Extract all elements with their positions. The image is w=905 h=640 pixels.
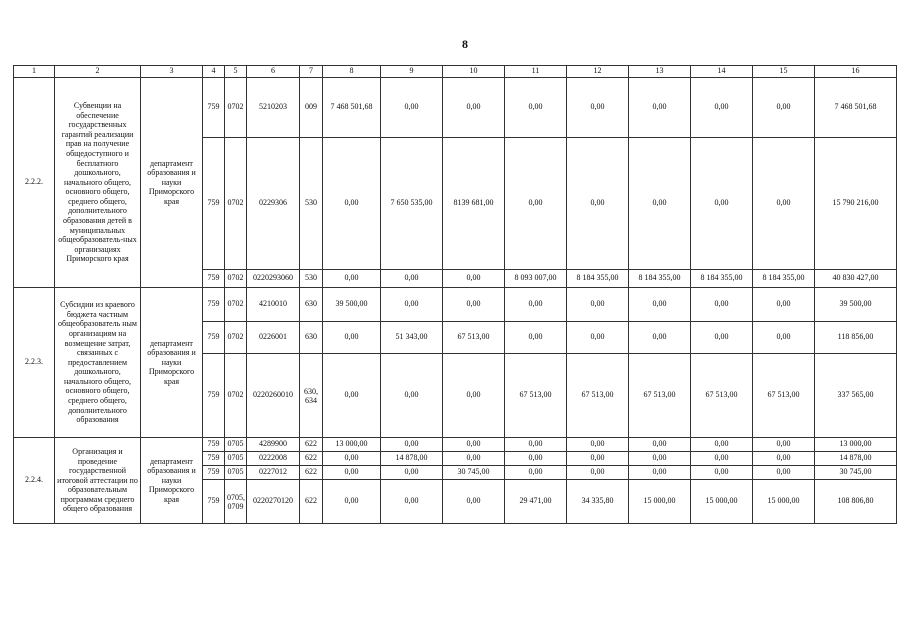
admin-code-cell: 759	[203, 322, 225, 354]
amount-cell: 0,00	[323, 452, 381, 466]
amount-cell: 8 093 007,00	[505, 270, 567, 288]
amount-cell: 15 000,00	[629, 480, 691, 524]
amount-cell: 8139 681,00	[443, 138, 505, 270]
amount-cell: 15 000,00	[691, 480, 753, 524]
target-code-cell: 4289900	[247, 438, 300, 452]
amount-cell: 8 184 355,00	[567, 270, 629, 288]
table-body	[14, 66, 897, 524]
column-number-cell: 8	[323, 66, 381, 78]
expense-type-cell: 009	[300, 78, 323, 138]
section-code-cell: 0702	[225, 354, 247, 438]
admin-code-cell: 759	[203, 138, 225, 270]
section-code: 2.2.2.	[14, 78, 55, 288]
total-cell: 39 500,00	[815, 288, 897, 322]
amount-cell: 51 343,00	[381, 322, 443, 354]
target-code-cell: 0226001	[247, 322, 300, 354]
amount-cell: 8 184 355,00	[753, 270, 815, 288]
section-code-cell: 0705, 0709	[225, 480, 247, 524]
amount-cell: 0,00	[381, 354, 443, 438]
section-description: Организация и проведение государственной итоговой аттестации по образовательным программам среднего общего образования	[55, 438, 141, 524]
amount-cell: 30 745,00	[443, 466, 505, 480]
amount-cell: 67 513,00	[629, 354, 691, 438]
amount-cell: 67 513,00	[443, 322, 505, 354]
section-code-cell: 0702	[225, 322, 247, 354]
amount-cell: 0,00	[505, 138, 567, 270]
amount-cell: 0,00	[443, 288, 505, 322]
column-number-cell: 6	[247, 66, 300, 78]
amount-cell: 0,00	[443, 438, 505, 452]
target-code-cell: 4210010	[247, 288, 300, 322]
amount-cell: 0,00	[505, 288, 567, 322]
target-code-cell: 5210203	[247, 78, 300, 138]
amount-cell: 0,00	[629, 78, 691, 138]
amount-cell: 0,00	[753, 322, 815, 354]
target-code-cell: 0220270120	[247, 480, 300, 524]
amount-cell: 0,00	[505, 452, 567, 466]
expense-type-cell: 622	[300, 452, 323, 466]
amount-cell: 0,00	[443, 78, 505, 138]
section-code-cell: 0702	[225, 138, 247, 270]
admin-code-cell: 759	[203, 288, 225, 322]
section-code-cell: 0702	[225, 78, 247, 138]
target-code-cell: 0220260010	[247, 354, 300, 438]
amount-cell: 13 000,00	[323, 438, 381, 452]
expense-type-cell: 630, 634	[300, 354, 323, 438]
section-department: департамент образования и науки Приморского края	[141, 288, 203, 438]
amount-cell: 0,00	[691, 466, 753, 480]
amount-cell: 0,00	[505, 466, 567, 480]
column-number-row	[14, 66, 897, 78]
column-number-cell: 4	[203, 66, 225, 78]
amount-cell: 0,00	[323, 322, 381, 354]
admin-code-cell: 759	[203, 480, 225, 524]
section-code: 2.2.4.	[14, 438, 55, 524]
section-code-cell: 0702	[225, 288, 247, 322]
amount-cell: 0,00	[381, 438, 443, 452]
total-cell: 15 790 216,00	[815, 138, 897, 270]
admin-code-cell: 759	[203, 270, 225, 288]
section-description: Субвенции на обеспечение государственных гарантий реализации прав на получение общедоступного и бесплатного дошкольного, начального общего, основного общего, среднего общего, дополнительного образования детей в муниципальных общеобразователь-ных организациях Приморского края	[55, 78, 141, 288]
amount-cell: 67 513,00	[753, 354, 815, 438]
amount-cell: 0,00	[567, 322, 629, 354]
amount-cell: 39 500,00	[323, 288, 381, 322]
total-cell: 108 806,80	[815, 480, 897, 524]
column-number-cell: 2	[55, 66, 141, 78]
amount-cell: 0,00	[629, 452, 691, 466]
amount-cell: 0,00	[443, 354, 505, 438]
amount-cell: 0,00	[691, 322, 753, 354]
admin-code-cell: 759	[203, 466, 225, 480]
amount-cell: 0,00	[381, 288, 443, 322]
amount-cell: 0,00	[381, 480, 443, 524]
amount-cell: 34 335,80	[567, 480, 629, 524]
column-number-cell: 10	[443, 66, 505, 78]
column-number-cell: 7	[300, 66, 323, 78]
section-department: департамент образования и науки Приморского края	[141, 78, 203, 288]
total-cell: 40 830 427,00	[815, 270, 897, 288]
admin-code-cell: 759	[203, 78, 225, 138]
target-code-cell: 0222008	[247, 452, 300, 466]
amount-cell: 0,00	[567, 466, 629, 480]
amount-cell: 0,00	[567, 288, 629, 322]
amount-cell: 8 184 355,00	[629, 270, 691, 288]
amount-cell: 8 184 355,00	[691, 270, 753, 288]
amount-cell: 0,00	[505, 438, 567, 452]
column-number-cell: 15	[753, 66, 815, 78]
expense-type-cell: 622	[300, 466, 323, 480]
expense-type-cell: 630	[300, 322, 323, 354]
column-number-cell: 13	[629, 66, 691, 78]
total-cell: 337 565,00	[815, 354, 897, 438]
column-number-cell: 9	[381, 66, 443, 78]
table-row	[14, 288, 897, 322]
amount-cell: 0,00	[629, 288, 691, 322]
amount-cell: 0,00	[753, 452, 815, 466]
column-number-cell: 3	[141, 66, 203, 78]
amount-cell: 0,00	[381, 78, 443, 138]
table-row	[14, 438, 897, 452]
amount-cell: 29 471,00	[505, 480, 567, 524]
target-code-cell: 0229306	[247, 138, 300, 270]
amount-cell: 0,00	[567, 452, 629, 466]
amount-cell: 0,00	[691, 78, 753, 138]
page-number: 8	[462, 37, 468, 51]
section-department: департамент образования и науки Приморского края	[141, 438, 203, 524]
target-code-cell: 0220293060	[247, 270, 300, 288]
amount-cell: 67 513,00	[567, 354, 629, 438]
total-cell: 13 000,00	[815, 438, 897, 452]
amount-cell: 0,00	[629, 438, 691, 452]
amount-cell: 0,00	[691, 438, 753, 452]
amount-cell: 0,00	[629, 322, 691, 354]
amount-cell: 0,00	[691, 288, 753, 322]
amount-cell: 14 878,00	[381, 452, 443, 466]
amount-cell: 0,00	[629, 138, 691, 270]
amount-cell: 0,00	[443, 452, 505, 466]
total-cell: 14 878,00	[815, 452, 897, 466]
expense-type-cell: 530	[300, 138, 323, 270]
column-number-cell: 12	[567, 66, 629, 78]
expense-type-cell: 622	[300, 480, 323, 524]
amount-cell: 0,00	[505, 322, 567, 354]
amount-cell: 0,00	[567, 438, 629, 452]
amount-cell: 0,00	[753, 438, 815, 452]
section-description: Субсидии из краевого бюджета частным общеобразователь ным организациям на возмещение затрат, связанных с предоставлением дошкольного, начального общего, основного общего, среднего общего, дополнительного образования	[55, 288, 141, 438]
expense-type-cell: 530	[300, 270, 323, 288]
amount-cell: 0,00	[753, 288, 815, 322]
section-code-cell: 0705	[225, 466, 247, 480]
amount-cell: 0,00	[323, 270, 381, 288]
amount-cell: 7 650 535,00	[381, 138, 443, 270]
column-number-cell: 11	[505, 66, 567, 78]
total-cell: 118 856,00	[815, 322, 897, 354]
amount-cell: 7 468 501,68	[323, 78, 381, 138]
expense-type-cell: 630	[300, 288, 323, 322]
column-number-cell: 14	[691, 66, 753, 78]
amount-cell: 15 000,00	[753, 480, 815, 524]
amount-cell: 67 513,00	[505, 354, 567, 438]
amount-cell: 0,00	[443, 480, 505, 524]
table-row	[14, 78, 897, 138]
section-code: 2.2.3.	[14, 288, 55, 438]
amount-cell: 0,00	[505, 78, 567, 138]
budget-table	[13, 65, 897, 524]
amount-cell: 0,00	[753, 138, 815, 270]
expense-type-cell: 622	[300, 438, 323, 452]
amount-cell: 0,00	[691, 452, 753, 466]
amount-cell: 0,00	[443, 270, 505, 288]
amount-cell: 0,00	[567, 78, 629, 138]
amount-cell: 0,00	[629, 466, 691, 480]
column-number-cell: 5	[225, 66, 247, 78]
admin-code-cell: 759	[203, 452, 225, 466]
amount-cell: 0,00	[753, 78, 815, 138]
amount-cell: 0,00	[753, 466, 815, 480]
admin-code-cell: 759	[203, 438, 225, 452]
amount-cell: 0,00	[381, 466, 443, 480]
admin-code-cell: 759	[203, 354, 225, 438]
amount-cell: 0,00	[323, 466, 381, 480]
total-cell: 7 468 501,68	[815, 78, 897, 138]
amount-cell: 0,00	[323, 138, 381, 270]
target-code-cell: 0227012	[247, 466, 300, 480]
column-number-cell: 1	[14, 66, 55, 78]
total-cell: 30 745,00	[815, 466, 897, 480]
amount-cell: 0,00	[323, 354, 381, 438]
section-code-cell: 0705	[225, 452, 247, 466]
amount-cell: 0,00	[381, 270, 443, 288]
amount-cell: 67 513,00	[691, 354, 753, 438]
section-code-cell: 0705	[225, 438, 247, 452]
amount-cell: 0,00	[323, 480, 381, 524]
amount-cell: 0,00	[691, 138, 753, 270]
amount-cell: 0,00	[567, 138, 629, 270]
section-code-cell: 0702	[225, 270, 247, 288]
column-number-cell: 16	[815, 66, 897, 78]
